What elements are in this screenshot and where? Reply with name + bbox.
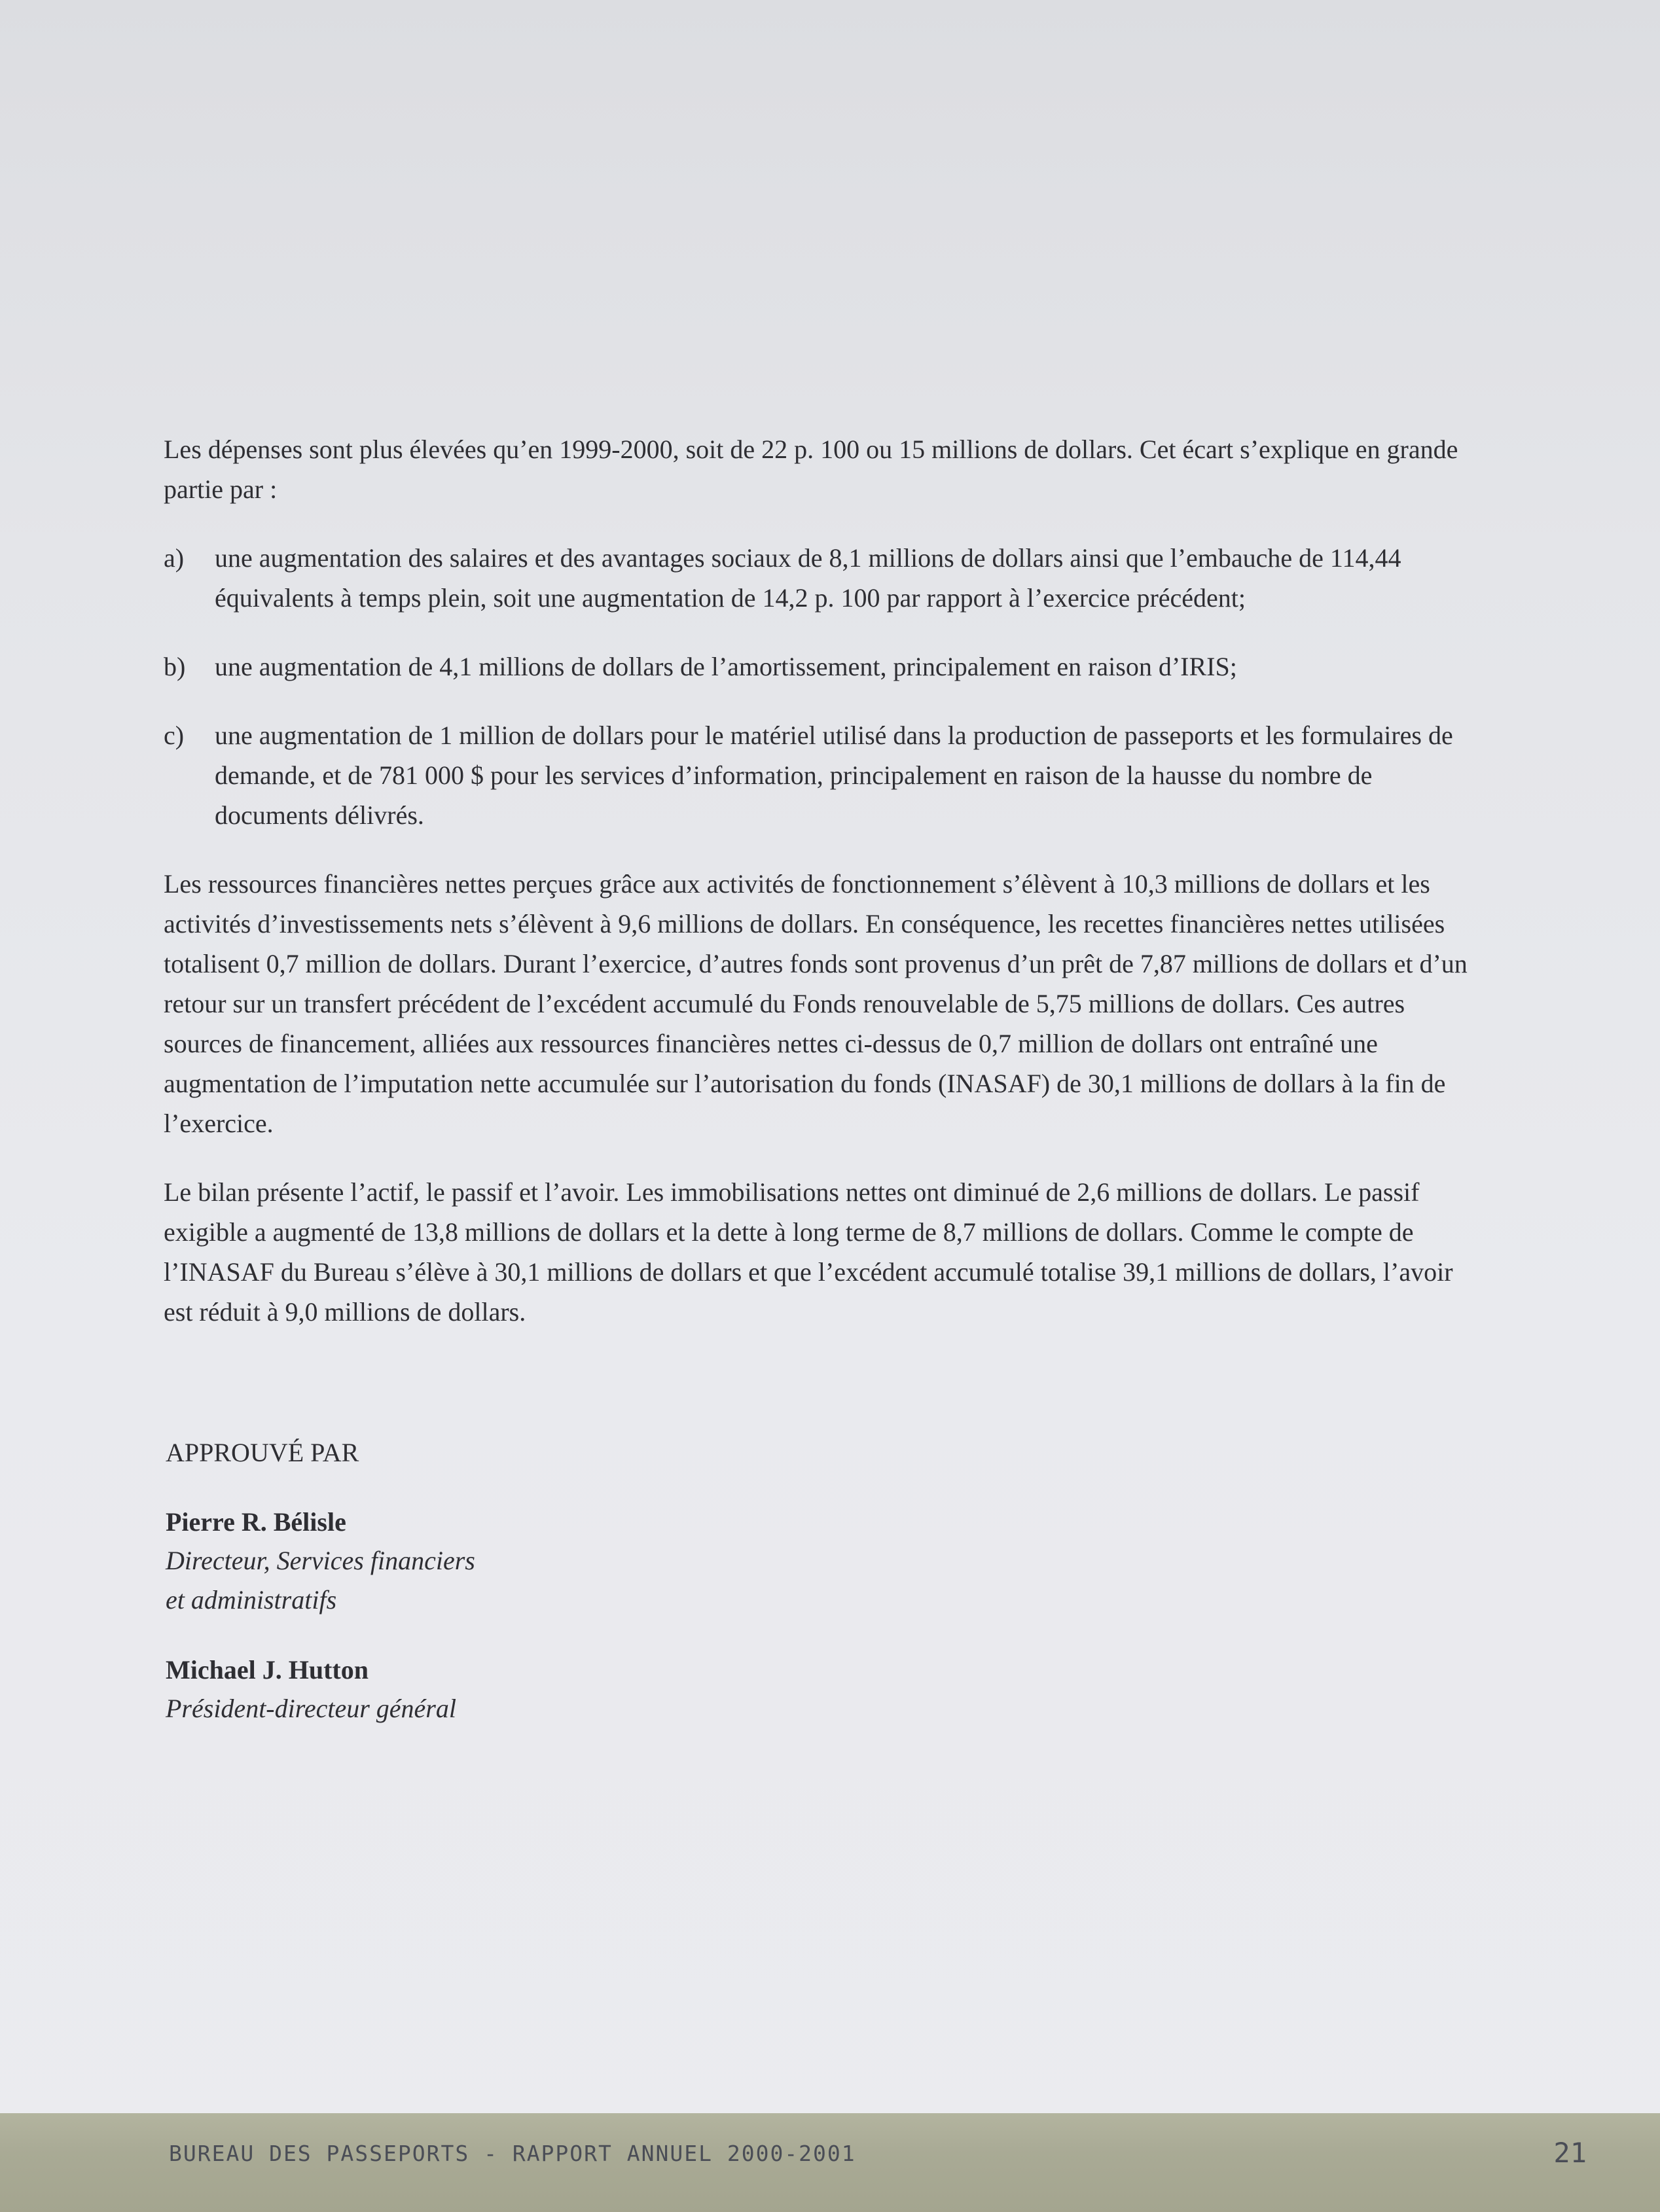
approved-by-label: APPROUVÉ PAR: [166, 1438, 359, 1467]
signer-title: et administratifs: [166, 1585, 337, 1614]
signer-name: Pierre R. Bélisle: [166, 1507, 346, 1537]
signer-name: Michael J. Hutton: [166, 1655, 369, 1685]
page-footer: [0, 2113, 1660, 2212]
signer-title: Directeur, Services financiers: [166, 1546, 475, 1575]
signer-belisle: [166, 1503, 475, 1620]
intro-paragraph: Les dépenses sont plus élevées qu’en 1999-2000, soit de 22 p. 100 ou 15 millions de dollars. Cet écart s’explique en grande partie par :: [164, 435, 1458, 504]
list-text: une augmentation des salaires et des avantages sociaux de 8,1 millions de dollars ainsi que l’embauche de 114,44 équivalents à temps plein, soit une augmentation de 14,2 p. 100 par rapport à l’exercice précédent;: [215, 543, 1401, 613]
body-text: [164, 429, 1486, 1361]
list-item-c: [164, 715, 1486, 835]
approval-block: [166, 1436, 475, 1760]
list-text: une augmentation de 1 million de dollars pour le matériel utilisé dans la production de passeports et les formulaires de demande, et de 781 000 $ pour les services d’information, principalement en raison de la hausse du nombre de documents délivrés.: [215, 721, 1453, 830]
list-text: une augmentation de 4,1 millions de dollars de l’amortissement, principalement en raison d’IRIS;: [215, 652, 1237, 681]
list-item-b: [164, 647, 1486, 687]
list-marker: a): [164, 543, 185, 573]
list-marker: b): [164, 652, 186, 681]
signer-title: Président-directeur général: [166, 1694, 456, 1723]
page-number: 21: [1553, 2137, 1587, 2169]
footer-title: BUREAU DES PASSEPORTS - RAPPORT ANNUEL 2000-2001: [169, 2141, 856, 2166]
list-item-a: [164, 538, 1486, 618]
list-marker: c): [164, 721, 185, 750]
signer-hutton: [166, 1651, 475, 1728]
balance-paragraph: Le bilan présente l’actif, le passif et l’avoir. Les immobilisations nettes ont diminué de 2,6 millions de dollars. Le passif exigible a augmenté de 13,8 millions de dollars et la dette à long terme de 8,7 millions de dollars. Comme le compte de l’INASAF du Bureau s’élève à 30,1 millions de dollars et que l’excédent accumulé totalise 39,1 millions de dollars, l’avoir est réduit à 9,0 millions de dollars.: [164, 1177, 1453, 1327]
resources-paragraph: Les ressources financières nettes perçues grâce aux activités de fonctionnement s’élèvent à 10,3 millions de dollars et les activités d’investissements nets s’élèvent à 9,6 millions de dollars. En conséquence, les recettes financières nettes utilisées totalisent 0,7 million de dollars. Durant l’exercice, d’autres fonds sont provenus d’un prêt de 7,87 millions de dollars et d’un retour sur un transfert précédent de l’excédent accumulé du Fonds renouvelable de 5,75 millions de dollars. Ces autres sources de financement, alliées aux ressources financières nettes ci-dessus de 0,7 million de dollars ont entraîné une augmentation de l’imputation nette accumulée sur l’autorisation du fonds (INASAF) de 30,1 millions de dollars à la fin de l’exercice.: [164, 869, 1468, 1138]
